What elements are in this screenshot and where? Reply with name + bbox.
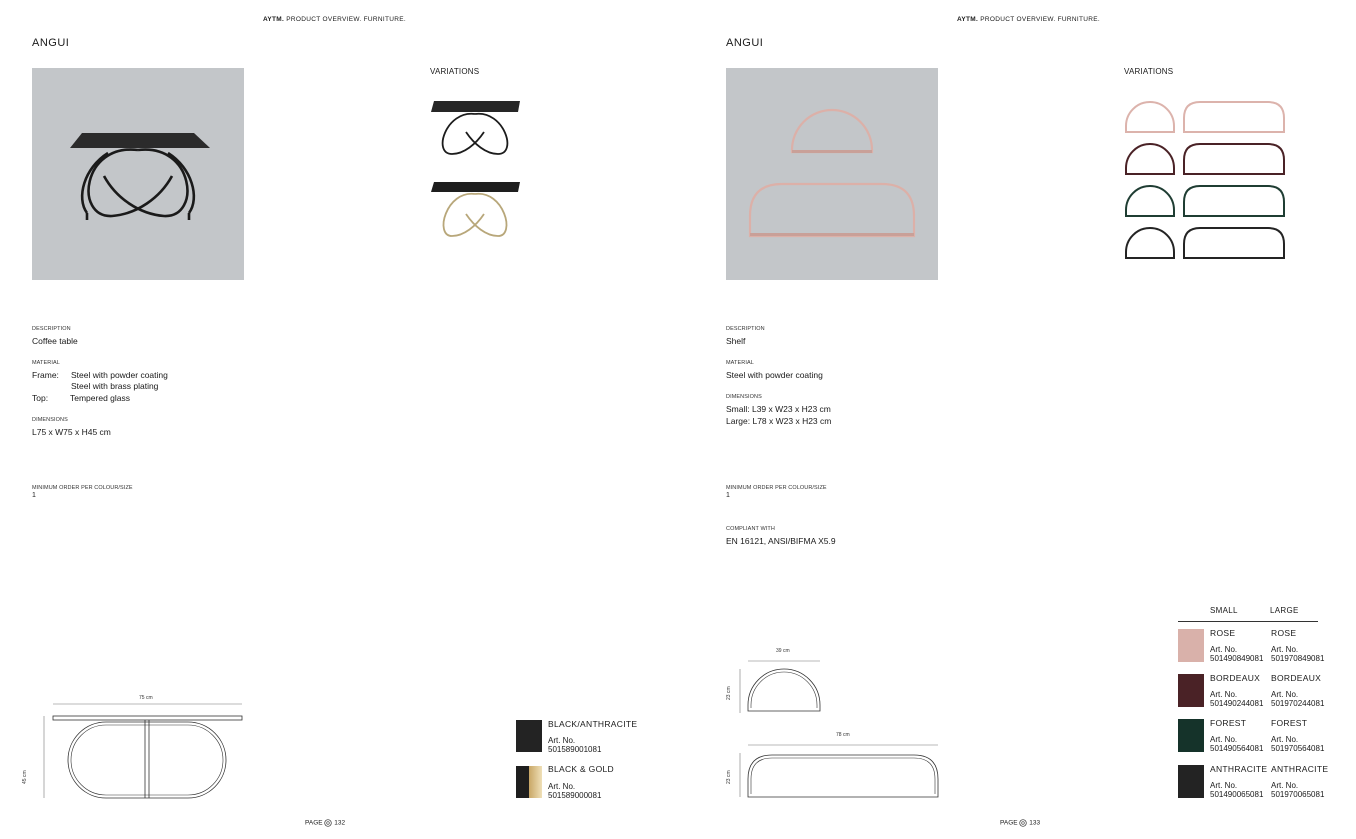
- min-order-caption: MINIMUM ORDER PER COLOUR/SIZE: [32, 485, 133, 491]
- left-page-title: ANGUI: [32, 37, 70, 49]
- shelf-variations: [1122, 98, 1292, 266]
- aytm-circle-logo-icon: [324, 819, 332, 827]
- coffee-table-hero-image: [32, 68, 244, 280]
- dimensions-small: Small: L39 x W23 x H23 cm: [726, 404, 831, 414]
- page-label: PAGE: [1000, 819, 1018, 827]
- swatch-bordeaux: [1178, 674, 1204, 707]
- row-large-name: BORDEAUX: [1271, 673, 1322, 683]
- swatch-art-number: 501589000081: [548, 791, 602, 800]
- description-value: Shelf: [726, 336, 746, 346]
- material-top-label: Top:: [32, 393, 49, 403]
- material-frame-label: Frame:: [32, 370, 59, 380]
- swatch-gold-half: [529, 766, 542, 798]
- min-order-caption: MINIMUM ORDER PER COLOUR/SIZE: [726, 485, 827, 491]
- header-subtitle: PRODUCT OVERVIEW. FURNITURE.: [978, 16, 1100, 23]
- description-caption: DESCRIPTION: [32, 326, 71, 332]
- drawing-small-height-label: 23 cm: [726, 686, 732, 700]
- row-small-name: FOREST: [1210, 718, 1247, 728]
- swatch-rose: [1178, 629, 1204, 662]
- row-large-name: FOREST: [1271, 718, 1308, 728]
- row-small-art: 501490564081: [1210, 744, 1264, 753]
- drawing-large-width-label: 78 cm: [836, 732, 850, 738]
- swatch-black-gold: [516, 766, 542, 798]
- right-page-title: ANGUI: [726, 37, 764, 49]
- right-page-header: [957, 16, 1100, 23]
- material-value: Steel with powder coating: [726, 370, 823, 380]
- row-small-art-label: Art. No.: [1210, 645, 1238, 654]
- description-value: Coffee table: [32, 336, 78, 346]
- row-large-art-label: Art. No.: [1271, 645, 1299, 654]
- row-small-art: 501490244081: [1210, 699, 1264, 708]
- shelf-hero-image: [726, 68, 938, 280]
- row-large-name: ROSE: [1271, 628, 1297, 638]
- variation-black-table: [431, 101, 520, 154]
- page-number: 132: [334, 819, 346, 827]
- coffee-table-variations: [428, 98, 524, 244]
- swatch-forest: [1178, 719, 1204, 752]
- material-top-value: Tempered glass: [70, 393, 131, 403]
- drawing-large-height-label: 23 cm: [726, 770, 732, 784]
- material-frame-value-2: Steel with brass plating: [71, 381, 159, 391]
- swatch-anthracite: [1178, 765, 1204, 798]
- swatch-art-number: 501589001081: [548, 745, 602, 754]
- row-large-art: 501970244081: [1271, 699, 1325, 708]
- row-large-art: 501970065081: [1271, 790, 1325, 799]
- material-frame-value-1: Steel with powder coating: [71, 370, 168, 380]
- min-order-value: 1: [32, 492, 36, 499]
- dimensions-value: L75 x W75 x H45 cm: [32, 427, 111, 437]
- variation-anthracite: [1126, 228, 1284, 258]
- row-small-art: 501490849081: [1210, 654, 1264, 663]
- drawing-small-width-label: 39 cm: [776, 648, 790, 654]
- row-large-art-label: Art. No.: [1271, 735, 1299, 744]
- dimensions-caption: DIMENSIONS: [32, 417, 68, 423]
- left-variations-label: VARIATIONS: [430, 67, 480, 76]
- row-small-art-label: Art. No.: [1210, 690, 1238, 699]
- row-small-name: BORDEAUX: [1210, 673, 1261, 683]
- swatch-art-label: Art. No.: [548, 736, 576, 745]
- variation-rose: [1126, 102, 1284, 132]
- compliant-value: EN 16121, ANSI/BIFMA X5.9: [726, 536, 836, 546]
- swatch-name: BLACK/ANTHRACITE: [548, 719, 638, 729]
- row-large-art-label: Art. No.: [1271, 690, 1299, 699]
- row-large-art-label: Art. No.: [1271, 781, 1299, 790]
- row-large-name: ANTHRACITE: [1271, 764, 1329, 774]
- variation-forest: [1126, 186, 1284, 216]
- header-brand: AYTM.: [957, 16, 979, 23]
- compliant-caption: COMPLIANT WITH: [726, 526, 775, 532]
- aytm-circle-logo-icon: [1019, 819, 1027, 827]
- swatch-name: BLACK & GOLD: [548, 764, 614, 774]
- coffee-table-render: [32, 68, 244, 280]
- coffee-table-technical-drawing: [30, 692, 250, 804]
- description-caption: DESCRIPTION: [726, 326, 765, 332]
- row-small-art-label: Art. No.: [1210, 735, 1238, 744]
- dimensions-caption: DIMENSIONS: [726, 394, 762, 400]
- right-page-footer: [1000, 819, 1040, 827]
- shelf-technical-drawing: [728, 655, 942, 805]
- material-caption: MATERIAL: [726, 360, 754, 366]
- table-header-small: SMALL: [1210, 606, 1238, 615]
- table-header-large: LARGE: [1270, 606, 1299, 615]
- shelf-render: [726, 68, 938, 280]
- right-variations-label: VARIATIONS: [1124, 67, 1174, 76]
- drawing-height-label: 45 cm: [22, 770, 28, 784]
- material-caption: MATERIAL: [32, 360, 60, 366]
- variation-black-gold-table: [431, 182, 520, 236]
- left-page-header: [263, 16, 406, 23]
- page-number: 133: [1029, 819, 1041, 827]
- row-small-art-label: Art. No.: [1210, 781, 1238, 790]
- dimensions-large: Large: L78 x W23 x H23 cm: [726, 416, 832, 426]
- row-small-name: ANTHRACITE: [1210, 764, 1268, 774]
- row-small-name: ROSE: [1210, 628, 1236, 638]
- page-label: PAGE: [305, 819, 323, 827]
- row-large-art: 501970564081: [1271, 744, 1325, 753]
- swatch-art-label: Art. No.: [548, 782, 576, 791]
- variation-bordeaux: [1126, 144, 1284, 174]
- table-header-divider: [1178, 621, 1318, 622]
- min-order-value: 1: [726, 492, 730, 499]
- swatch-black-anthracite: [516, 720, 542, 752]
- header-brand: AYTM.: [263, 16, 285, 23]
- row-large-art: 501970849081: [1271, 654, 1325, 663]
- header-subtitle: PRODUCT OVERVIEW. FURNITURE.: [284, 16, 406, 23]
- drawing-width-label: 75 cm: [139, 695, 153, 701]
- left-page-footer: [305, 819, 345, 827]
- row-small-art: 501490065081: [1210, 790, 1264, 799]
